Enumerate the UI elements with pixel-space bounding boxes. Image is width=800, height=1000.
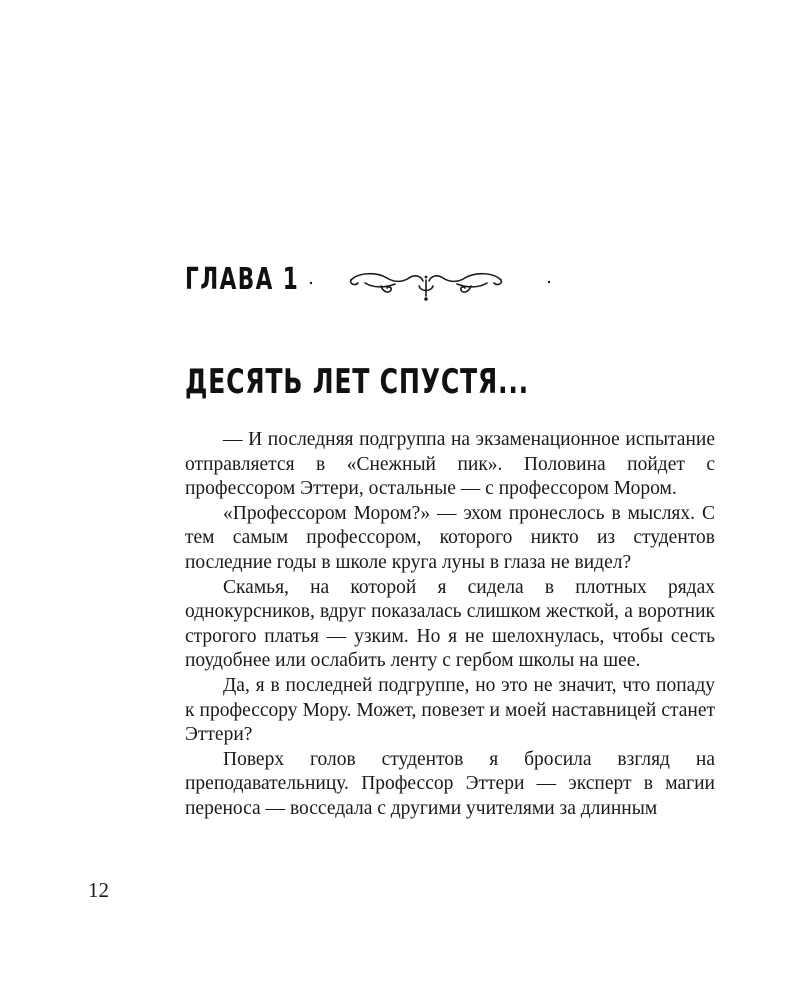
paragraph: Да, я в последней подгруппе, но это не значит, что попаду к профессору Мору. Может, повезет и моей наставницей станет Эттери? bbox=[185, 674, 715, 746]
flourish-ornament-icon bbox=[303, 266, 553, 304]
body-text bbox=[185, 428, 715, 822]
chapter-label: ГЛАВА 1 bbox=[185, 262, 300, 297]
paragraph: — И последняя подгруппа на экзаменационное испытание отправляется в «Снежный пик». Половина пойдет с профессором Эттери, остальные — с профессором Мором. bbox=[185, 429, 715, 500]
chapter-title: ДЕСЯТЬ ЛЕТ СПУСТЯ... bbox=[185, 362, 529, 402]
paragraph: Скамья, на которой я сидела в плотных рядах однокурсников, вдруг показалась слишком жесткой, а воротник строгого платья — узким. Но я не шелохнулась, чтобы сесть поудобнее или ослабить ленту с гербом школы на шее. bbox=[185, 576, 715, 672]
page-number: 12 bbox=[88, 878, 109, 902]
paragraph: Поверх голов студентов я бросила взгляд на преподавательницу. Профессор Эттери — эксперт в магии переноса — восседала с другими учителями за длинным bbox=[185, 748, 715, 819]
chapter-heading-row bbox=[185, 262, 605, 312]
paragraph: «Профессором Мором?» — эхом пронеслось в мыслях. С тем самым профессором, которого никто из студентов последние годы в школе круга луны в глаза не видел? bbox=[185, 502, 715, 573]
